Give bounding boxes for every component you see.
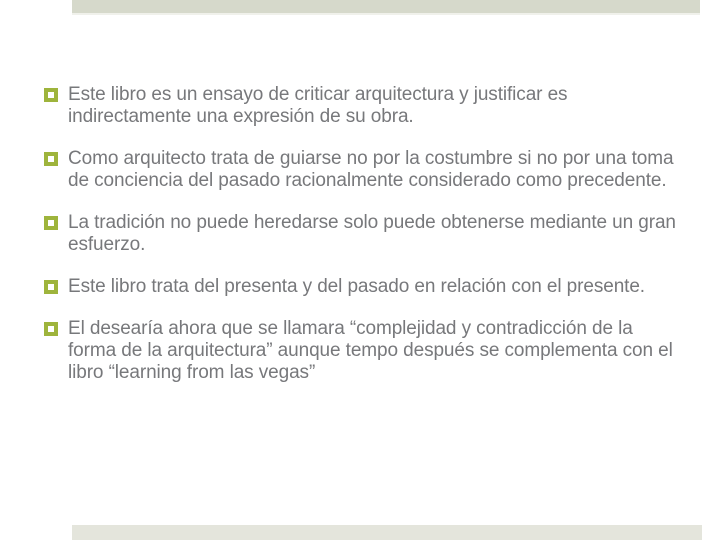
bullet-text: Este libro es un ensayo de criticar arquitectura y justificar es indirectamente una expresión de su obra.: [68, 84, 568, 127]
bullet-text: El desearía ahora que se llamara “complejidad y contradicción de la forma de la arquitectura” aunque tempo después se complementa con el libro “learning from las vegas”: [68, 318, 673, 383]
square-bullet-icon: [44, 88, 58, 102]
bullet-item: [44, 148, 684, 192]
bullet-item: [44, 318, 684, 384]
bullet-item: [44, 212, 684, 256]
square-bullet-icon: [44, 152, 58, 166]
bullet-list: [44, 84, 684, 404]
top-accent-bar: [72, 0, 700, 13]
bullet-item: [44, 276, 684, 298]
bottom-accent-bar: [72, 525, 702, 540]
bullet-text: Como arquitecto trata de guiarse no por la costumbre si no por una toma de conciencia del pasado racionalmente considerado como precedente.: [68, 148, 674, 191]
square-bullet-icon: [44, 322, 58, 336]
square-bullet-icon: [44, 280, 58, 294]
square-bullet-icon: [44, 216, 58, 230]
top-accent-bar-edge: [72, 13, 700, 15]
bullet-item: [44, 84, 684, 128]
bullet-text: Este libro trata del presenta y del pasado en relación con el presente.: [68, 276, 645, 297]
bullet-text: La tradición no puede heredarse solo puede obtenerse mediante un gran esfuerzo.: [68, 212, 676, 255]
